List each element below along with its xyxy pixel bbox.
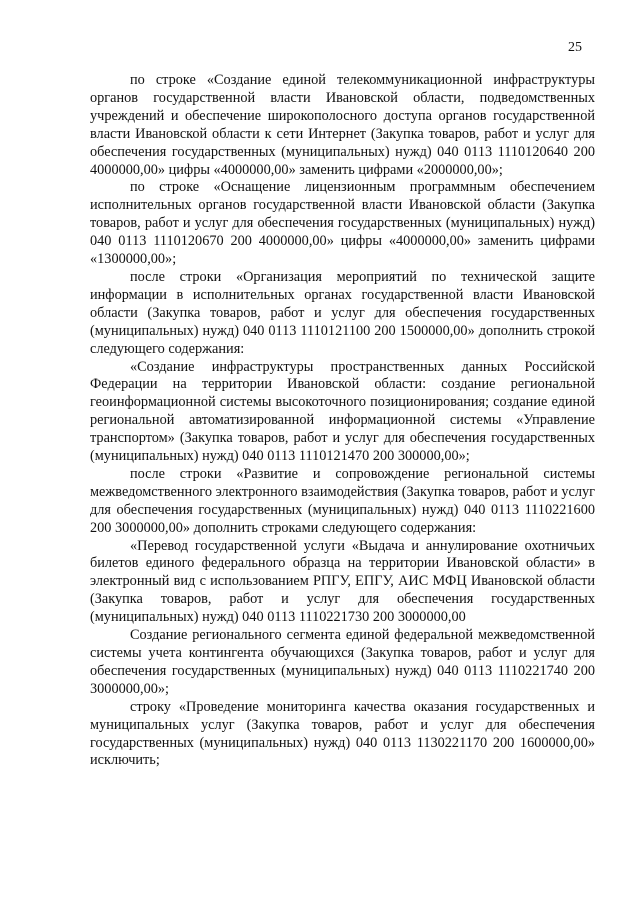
paragraph-7: Создание регионального сегмента единой федеральной межведомственной системы учета контингента обучающихся (Закупка товаров, работ и услуг для обеспечения государственных (муниципальных) нужд) 040 0113 1110221740 200 3000000,00»; <box>90 627 595 697</box>
paragraph-1: по строке «Создание единой телекоммуникационной инфраструктуры органов государственной власти Ивановской области, подведомственных учреждений и обеспечение широкополосного доступа органов государственной власти Ивановской области к сети Интернет (Закупка товаров, работ и услуг для обеспечения государственных (муниципальных) нужд) 040 0113 1110120640 200 4000000,00» цифры «4000000,00» заменить цифрами «2000000,00»; <box>90 72 595 178</box>
paragraph-3: после строки «Организация мероприятий по технической защите информации в исполнительных органах государственной власти Ивановской области (Закупка товаров, работ и услуг для обеспечения государственных (муниципальных) нужд) 040 0113 1110121100 200 1500000,00» дополнить строкой следующего содержания: <box>90 268 595 357</box>
document-body <box>90 72 595 770</box>
paragraph-5: после строки «Развитие и сопровождение региональной системы межведомственного электронного взаимодействия (Закупка товаров, работ и услуг для обеспечения государственных (муниципальных) нужд) 040 0113 1110221600 200 3000000,00» дополнить строками следующего содержания: <box>90 465 595 536</box>
paragraph-8: строку «Проведение мониторинга качества оказания государственных и муниципальных услуг (Закупка товаров, работ и услуг для обеспечения государственных (муниципальных) нужд) 040 0113 1130221170 200 1600000,00» исключить; <box>90 698 595 769</box>
paragraph-4: «Создание инфраструктуры пространственных данных Российской Федерации на территории Ивановской области: создание региональной геоинформационной системы высокоточного позиционирования; создание единой региональной автоматизированной информационной системы «Управление транспортом» (Закупка товаров, работ и услуг для обеспечения государственных (муниципальных) нужд) 040 0113 1110121470 200 300000,00»; <box>90 358 595 465</box>
paragraph-6: «Перевод государственной услуги «Выдача и аннулирование охотничьих билетов единого федерального образца на территории Ивановской области» в электронный вид с использованием РПГУ, ЕПГУ, АИС МФЦ Ивановской области (Закупка товаров, работ и услуг для обеспечения государственных (муниципальных) нужд) 040 0113 1110221730 200 3000000,00 <box>90 537 595 626</box>
paragraph-2: по строке «Оснащение лицензионным программным обеспечением исполнительных органов государственной власти Ивановской области (Закупка товаров, работ и услуг для обеспечения государственных (муниципальных) нужд) 040 0113 1110120670 200 4000000,00» цифры «4000000,00» заменить цифрами «1300000,00»; <box>90 179 595 268</box>
page-number: 25 <box>568 40 582 55</box>
